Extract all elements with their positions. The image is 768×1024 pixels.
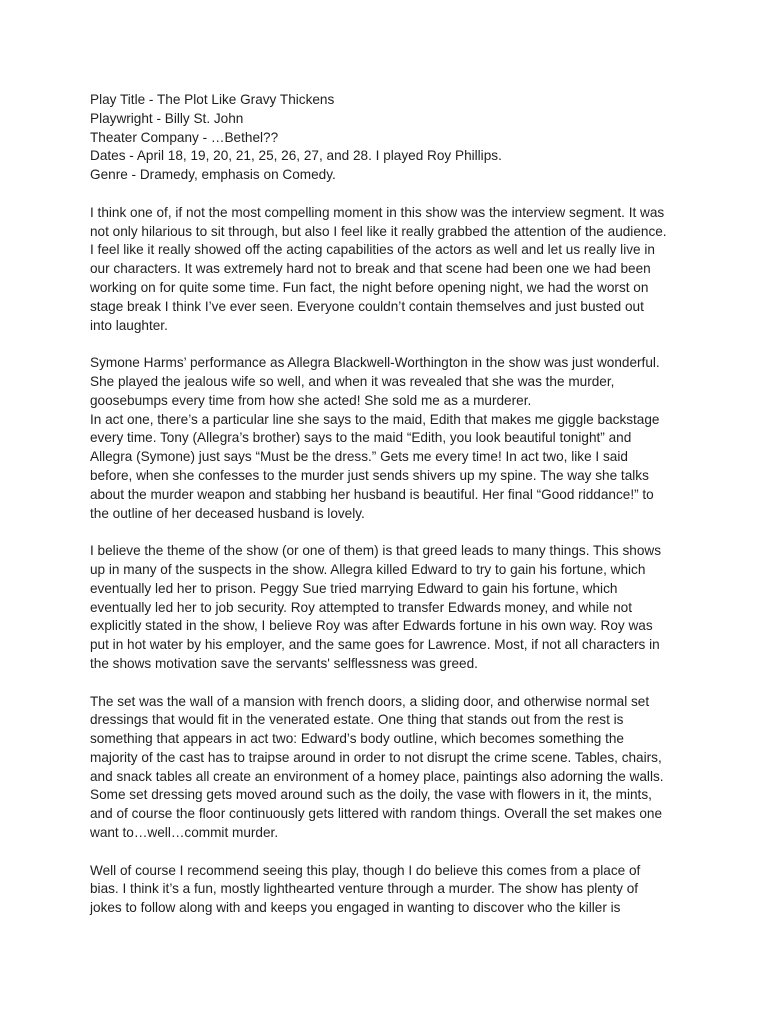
text-line: stage break I think I’ve ever seen. Everyone couldn’t contain themselves and just busted out xyxy=(90,298,644,314)
paragraph-set xyxy=(90,693,678,843)
text-line: and snack tables all create an environment of a homey place, paintings also adorning the walls. xyxy=(90,768,664,784)
paragraph-gap xyxy=(90,185,678,204)
text-line: put in hot water by his employer, and the same goes for Lawrence. Most, if not all characters in xyxy=(90,637,660,653)
text-line: I believe the theme of the show (or one of them) is that greed leads to many things. This shows xyxy=(90,543,661,559)
text-line: Symone Harms’ performance as Allegra Blackwell-Worthington in the show was just wonderful. xyxy=(90,355,660,371)
playwright-line: Playwright - Billy St. John xyxy=(90,110,244,126)
paragraph-gap xyxy=(90,843,678,862)
text-line: up in many of the suspects in the show. Allegra killed Edward to try to gain his fortune, which xyxy=(90,561,646,577)
theater-company-line: Theater Company - …Bethel?? xyxy=(90,129,279,145)
text-line: bias. I think it’s a fun, mostly lighthearted venture through a murder. The show has plenty of xyxy=(90,881,639,897)
paragraph-interview-segment xyxy=(90,204,678,336)
paragraph-recommendation xyxy=(90,862,678,918)
text-line: want to…well…commit murder. xyxy=(90,825,279,841)
text-line: She played the jealous wife so well, and when it was revealed that she was the murder, xyxy=(90,373,615,389)
text-line: In act one, there’s a particular line she says to the maid, Edith that makes me giggle backstage xyxy=(90,411,660,427)
play-title-line: Play Title - The Plot Like Gravy Thickens xyxy=(90,92,335,107)
text-line: the shows motivation save the servants' selflessness was greed. xyxy=(90,655,478,671)
text-line: I think one of, if not the most compelling moment in this show was the interview segment. It was xyxy=(90,204,665,220)
text-line: explicitly stated in the show, I believe Roy was after Edwards fortune in his own way. Roy was xyxy=(90,618,653,634)
text-line: goosebumps every time from how she acted! She sold me as a murderer. xyxy=(90,392,532,408)
text-line: dressings that would fit in the venerated estate. One thing that stands out from the rest is xyxy=(90,712,624,728)
text-line: something that appears in act two: Edward’s body outline, which becomes something the xyxy=(90,731,624,747)
text-line: eventually led her to prison. Peggy Sue tried marrying Edward to gain his fortune, which xyxy=(90,580,618,596)
paragraph-performance xyxy=(90,354,678,523)
dates-line: Dates - April 18, 19, 20, 21, 25, 26, 27, and 28. I played Roy Phillips. xyxy=(90,148,502,164)
text-line: I feel like it really showed off the acting capabilities of the actors as well and let us really live in xyxy=(90,242,655,258)
paragraph-gap xyxy=(90,674,678,693)
paragraph-theme xyxy=(90,542,678,674)
text-line: jokes to follow along with and keeps you engaged in wanting to discover who the killer is xyxy=(90,900,621,916)
text-line: Well of course I recommend seeing this play, though I do believe this comes from a place of xyxy=(90,862,641,878)
text-line: the outline of her deceased husband is lovely. xyxy=(90,505,365,521)
text-line: working on for quite some time. Fun fact, the night before opening night, we had the worst on xyxy=(90,279,649,295)
text-line: not only hilarious to sit through, but also I feel like it really grabbed the attention of the audience. xyxy=(90,223,667,239)
paragraph-gap xyxy=(90,335,678,354)
text-line: Allegra (Symone) just says “Must be the dress.” Gets me every time! In act two, like I said xyxy=(90,449,628,465)
text-line: about the murder weapon and stabbing her husband is beautiful. Her final “Good riddance!” to xyxy=(90,486,654,502)
text-line: and of course the floor continuously gets littered with random things. Overall the set makes one xyxy=(90,806,662,822)
play-info-block xyxy=(90,91,678,185)
text-line: before, when she confesses to the murder just sends shivers up my spine. The way she talks xyxy=(90,467,649,483)
text-line: The set was the wall of a mansion with french doors, a sliding door, and otherwise normal set xyxy=(90,693,650,709)
text-line: eventually led her to job security. Roy attempted to transfer Edwards money, and while not xyxy=(90,599,633,615)
paragraph-gap xyxy=(90,523,678,542)
text-line: majority of the cast has to traipse around in order to not disrupt the crime scene. Tables, chairs, xyxy=(90,749,662,765)
text-line: every time. Tony (Allegra’s brother) says to the maid “Edith, you look beautiful tonight” and xyxy=(90,430,632,446)
genre-line: Genre - Dramedy, emphasis on Comedy. xyxy=(90,167,336,183)
text-line: Some set dressing gets moved around such as the doily, the vase with flowers in it, the mints, xyxy=(90,787,652,803)
text-line: into laughter. xyxy=(90,317,168,333)
text-line: our characters. It was extremely hard not to break and that scene had been one we had been xyxy=(90,261,651,277)
